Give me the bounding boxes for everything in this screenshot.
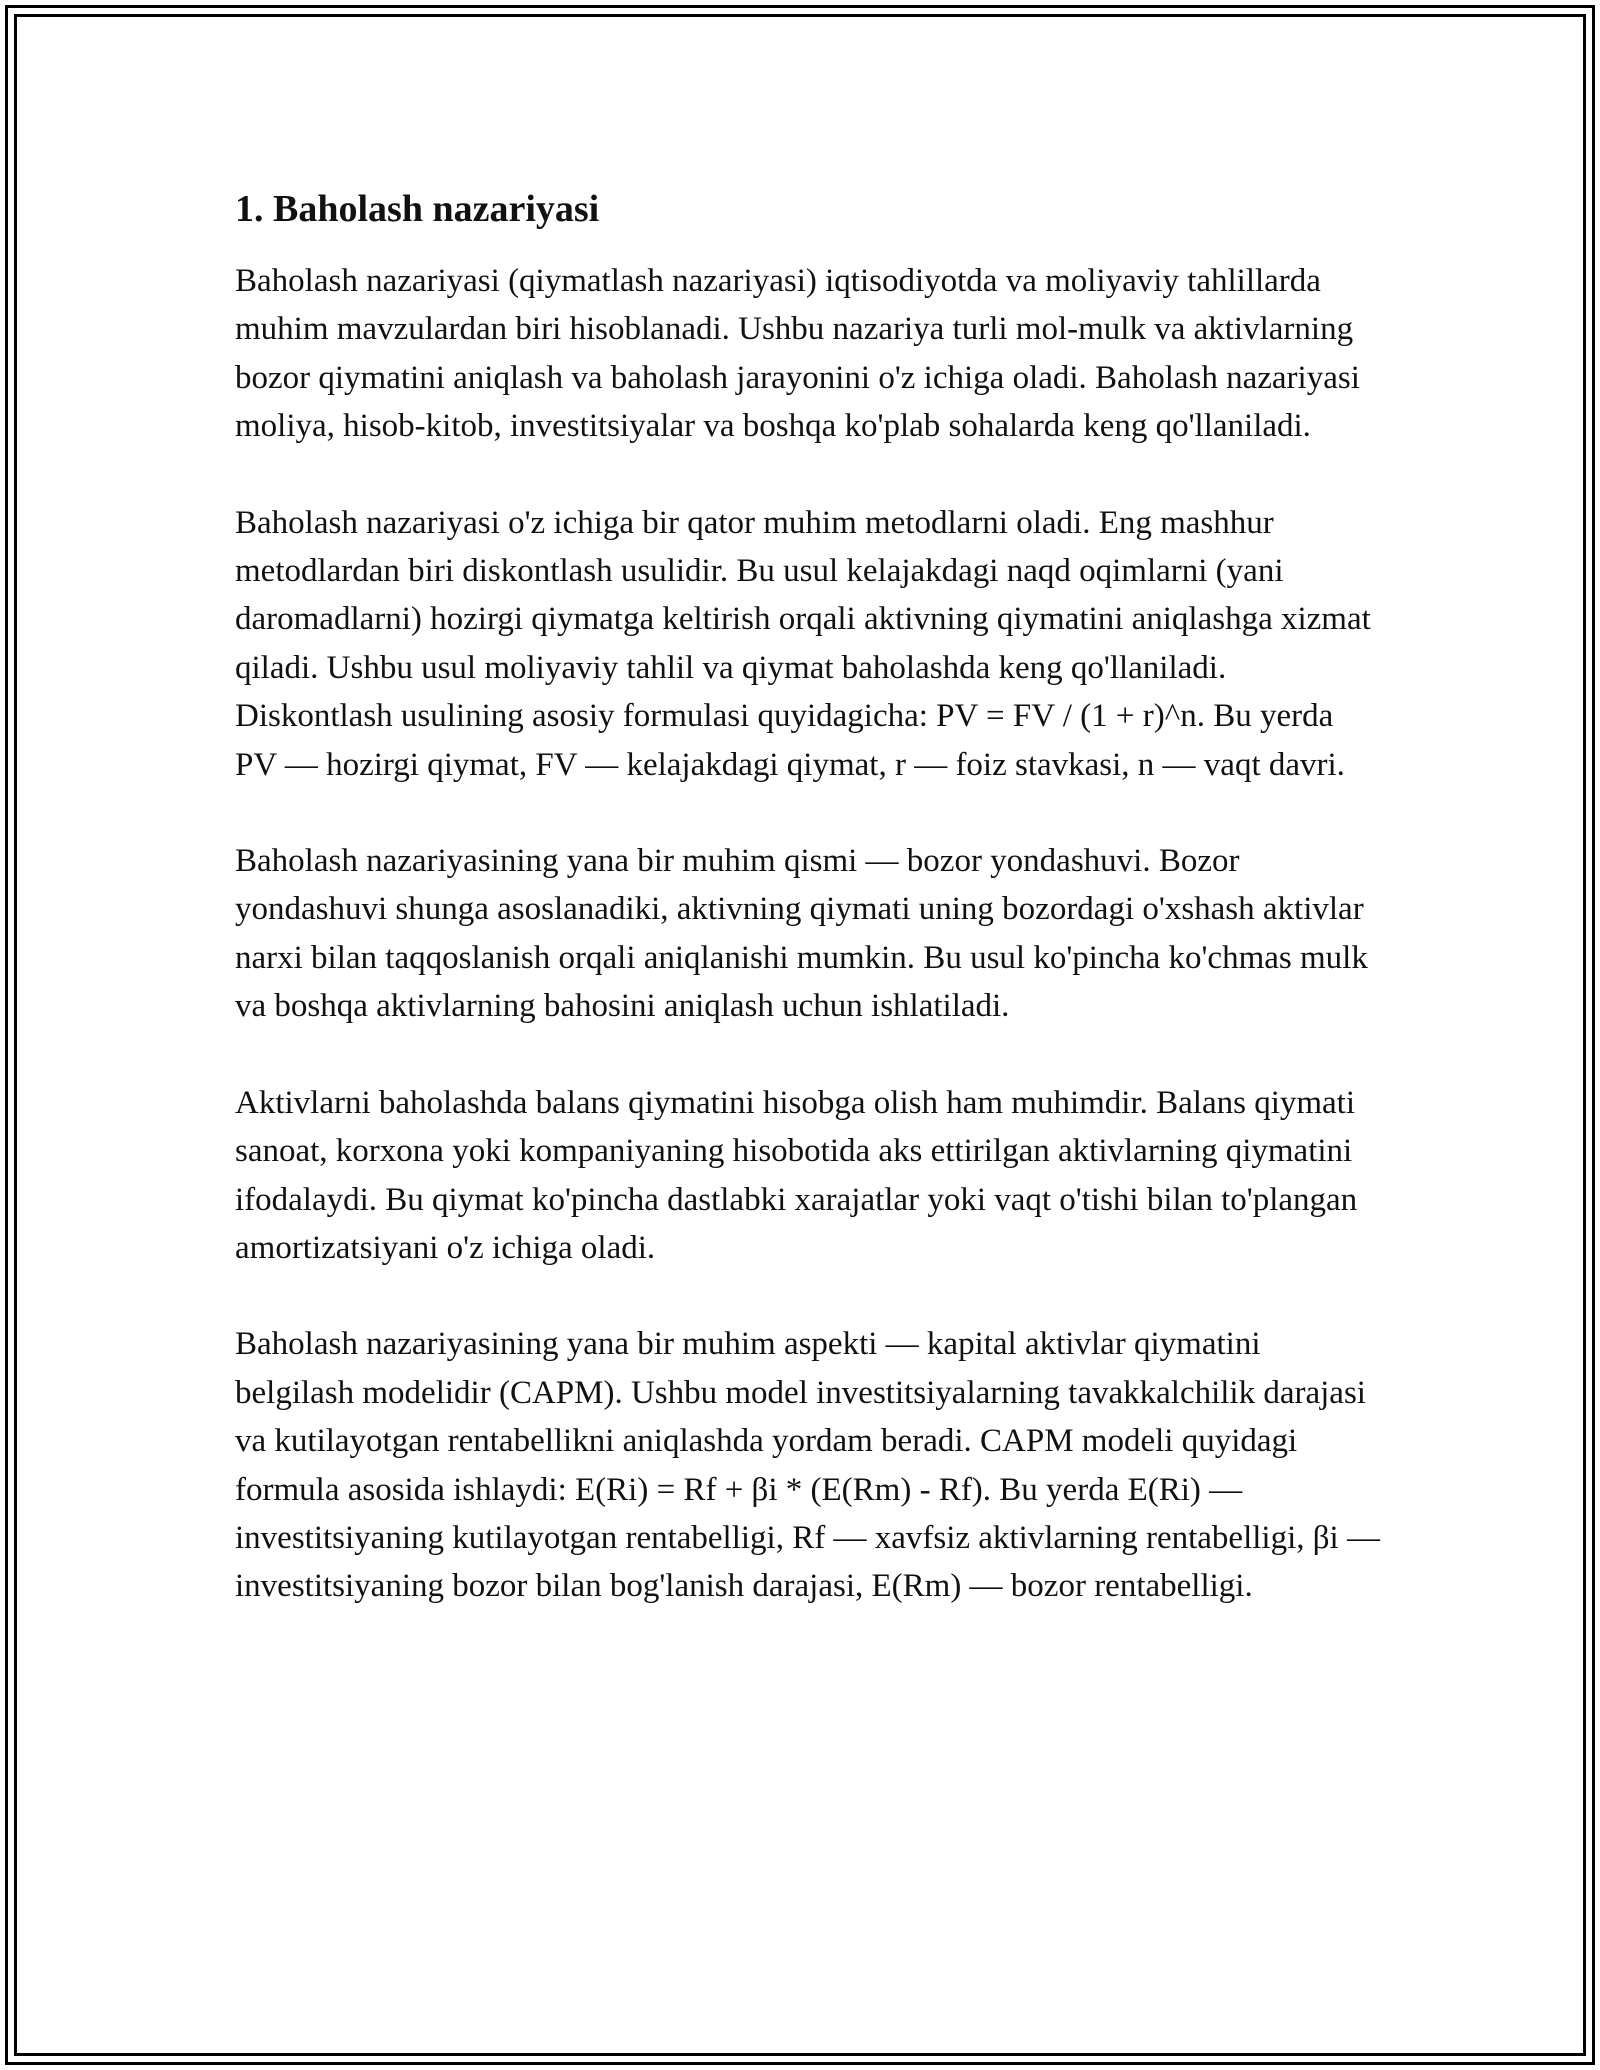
paragraph-market-approach: Baholash nazariyasining yana bir muhim qismi — bozor yondashuvi. Bozor yondashuvi shunga asoslanadiki, aktivning qiymati uning bozordagi o'xshash aktivlar narxi bilan taqqoslanish orqali aniqlanishi mumkin. Bu usul ko'pincha ko'chmas mulk va boshqa aktivlarning bahosini aniqlash uchun ishlatiladi.: [235, 843, 1368, 1025]
paragraph-capm: Baholash nazariyasining yana bir muhim aspekti — kapital aktivlar qiymatini belgilash modelidir (CAPM). Ushbu model investitsiyalarning tavakkalchilik darajasi va kutilayotgan rentabellikni aniqlashda yordam beradi. CAPM modeli quyidagi formula asosida ishlaydi: E(Ri) = Rf + βi * (E(Rm) - Rf). Bu yerda E(Ri) — investitsiyaning kutilayotgan rentabelligi, Rf — xavfsiz aktivlarning rentabelligi, βi — investitsiyaning bozor bilan bog'lanish darajasi, E(Rm) — bozor rentabelligi.: [235, 1326, 1380, 1605]
paragraph-book-value: Aktivlarni baholashda balans qiymatini hisobga olish ham muhimdir. Balans qiymati sanoat, korxona yoki kompaniyaning hisobotida aks ettirilgan aktivlarning qiymatini ifodalaydi. Bu qiymat ko'pincha dastlabki xarajatlar yoki vaqt o'tishi bilan to'plangan amortizatsiyani o'z ichiga oladi.: [235, 1084, 1358, 1266]
page-title: 1. Baholash nazariyasi: [235, 188, 600, 230]
document-body: [235, 185, 1380, 1659]
paragraph-discounting-method: Baholash nazariyasi o'z ichiga bir qator muhim metodlarni oladi. Eng mashhur metodlardan biri diskontlash usulidir. Bu usul kelajakdagi naqd oqimlarni (yani daromadlarni) hozirgi qiymatga keltirish orqali aktivning qiymatini aniqlashga xizmat qiladi. Ushbu usul moliyaviy tahlil va qiymat baholashda keng qo'llaniladi. Diskontlash usulining asosiy formulasi quyidagicha: PV = FV / (1 + r)^n. Bu yerda PV — hozirgi qiymat, FV — kelajakdagi qiymat, r — foiz stavkasi, n — vaqt davri.: [235, 504, 1371, 783]
paragraph-intro: Baholash nazariyasi (qiymatlash nazariyasi) iqtisodiyotda va moliyaviy tahlillarda muhim mavzulardan biri hisoblanadi. Ushbu nazariya turli mol-mulk va aktivlarning bozor qiymatini aniqlash va baholash jarayonini o'z ichiga oladi. Baholash nazariyasi moliya, hisob-kitob, investitsiyalar va boshqa ko'plab sohalarda keng qo'llaniladi.: [235, 263, 1360, 445]
